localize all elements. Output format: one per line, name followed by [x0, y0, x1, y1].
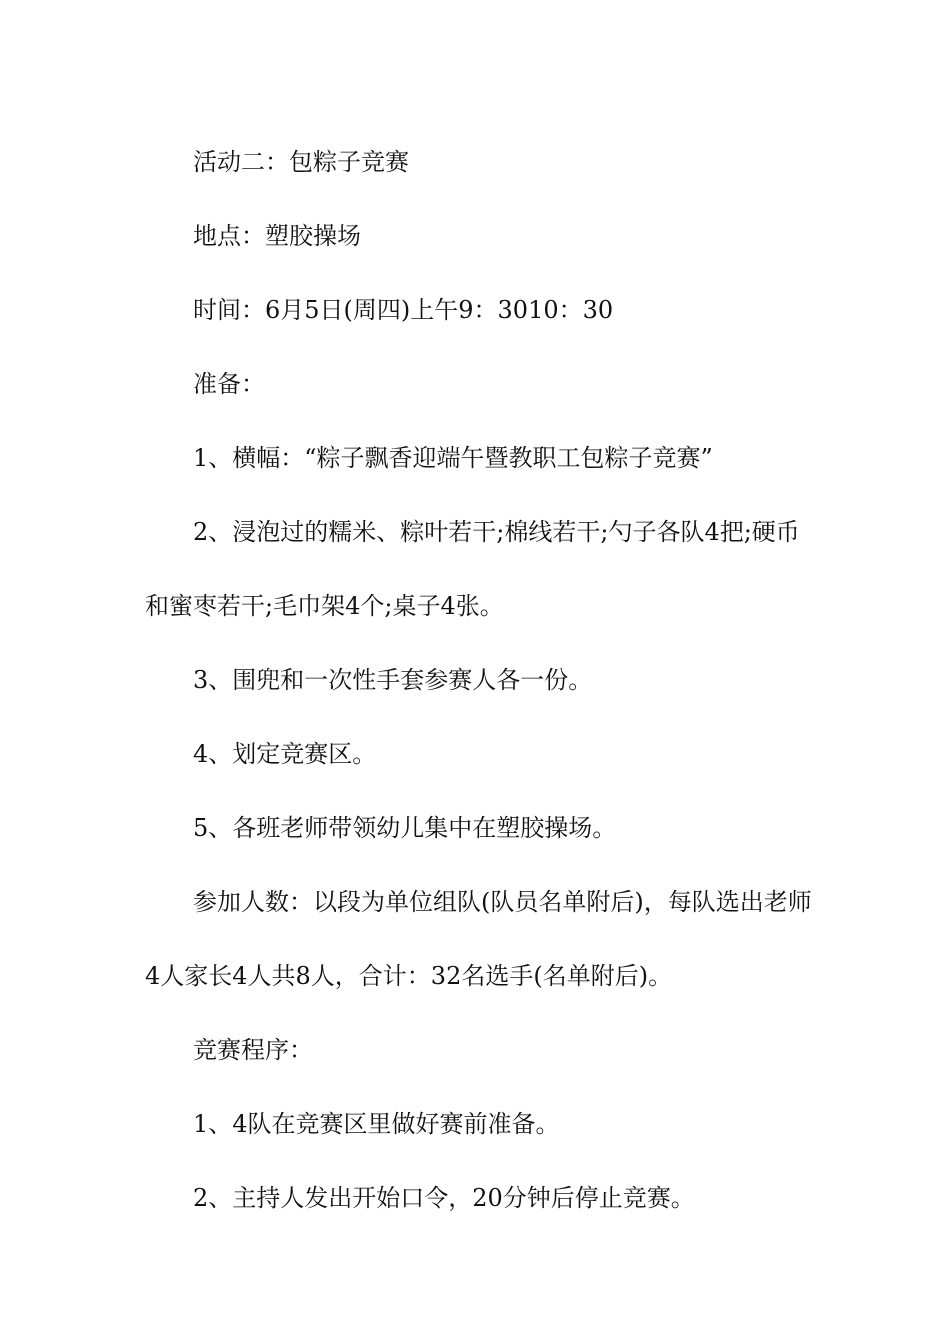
preparation-heading: 准备： — [193, 370, 265, 398]
time-line: 时间：6月5日(周四)上午9：3010：30 — [193, 296, 614, 324]
procedure-step-2: 2、主持人发出开始口令，20分钟后停止竞赛。 — [193, 1184, 695, 1212]
preparation-item-4: 4、划定竞赛区。 — [193, 740, 377, 768]
document-body — [145, 125, 815, 1235]
preparation-item-2: 2、浸泡过的糯米、粽叶若干;棉线若干;勺子各队4把;硬币和蜜枣若干;毛巾架4个;桌子4张。 — [145, 518, 800, 620]
preparation-item-3: 3、围兜和一次性手套参赛人各一份。 — [193, 666, 593, 694]
preparation-item-5: 5、各班老师带领幼儿集中在塑胶操场。 — [193, 814, 617, 842]
preparation-item-1: 1、横幅：“粽子飘香迎端午暨教职工包粽子竞赛” — [193, 444, 713, 472]
procedure-step-1: 1、4队在竞赛区里做好赛前准备。 — [193, 1110, 560, 1138]
location-line: 地点：塑胶操场 — [193, 222, 361, 250]
participants-paragraph: 参加人数：以段为单位组队(队员名单附后)，每队选出老师4人家长4人共8人，合计：32名选手(名单附后)。 — [145, 888, 812, 990]
procedure-heading: 竞赛程序： — [193, 1036, 313, 1064]
activity-title: 活动二：包粽子竞赛 — [193, 148, 409, 176]
